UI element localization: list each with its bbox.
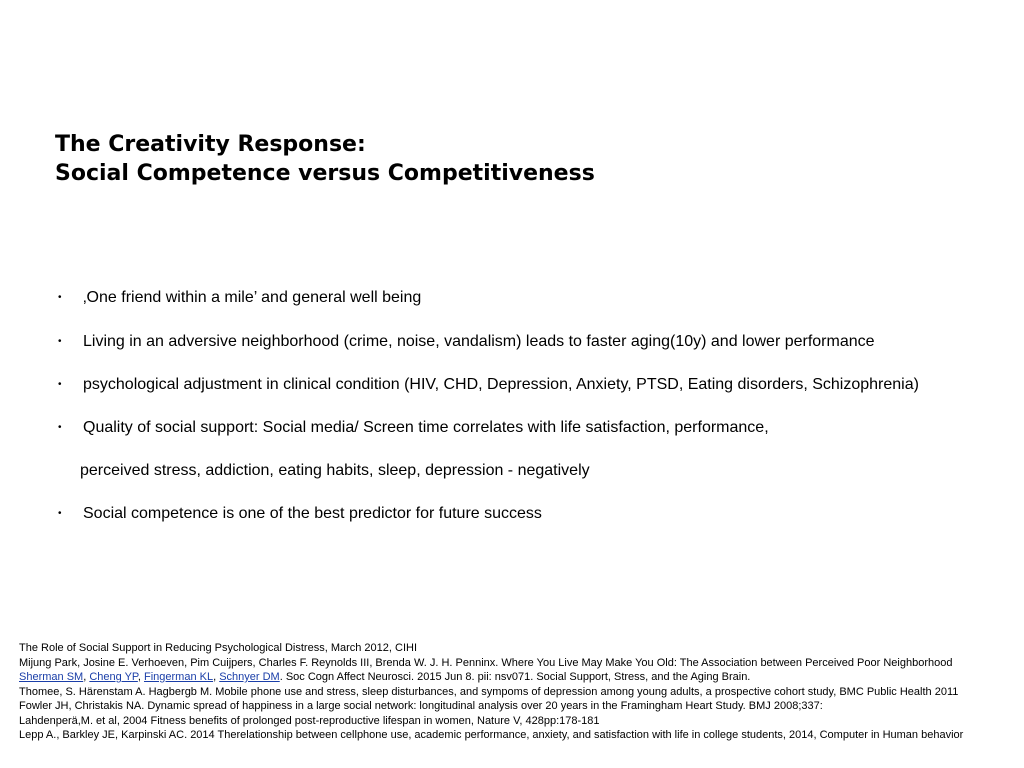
bullet-marker: • [58, 422, 62, 433]
reference-item: Thomee, S. Härenstam A. Hagbergb M. Mobile phone use and stress, sleep disturbances, and sympoms of depression among young adults, a prospective cohort study, BMC Public Health 2011 [19, 685, 959, 698]
author-link[interactable]: Cheng YP [89, 671, 138, 683]
reference-item: Lahdenperä,M. et al, 2004 Fitness benefits of prolonged post-reproductive lifespan in women, Nature V, 428pp:178-181 [19, 714, 600, 727]
bullet-marker: • [58, 508, 62, 519]
bullet-text: psychological adjustment in clinical condition (HIV, CHD, Depression, Anxiety, PTSD, Eating disorders, Schizophrenia) [83, 376, 919, 393]
reference-item: Sherman SM, Cheng YP, Fingerman KL, Schnyer DM. Soc Cogn Affect Neurosci. 2015 Jun 8. pii: nsv071. Social Support, Stress, and the Aging Brain. [19, 671, 751, 683]
title-line-1: The Creativity Response: [55, 132, 366, 157]
bullet-marker: • [58, 336, 62, 347]
author-link[interactable]: Schnyer DM [219, 671, 280, 683]
references [19, 641, 1024, 743]
title-line-2: Social Competence versus Competitiveness [55, 161, 595, 186]
reference-text: . Soc Cogn Affect Neurosci. 2015 Jun 8. pii: nsv071. Social Support, Stress, and the Aging Brain. [279, 671, 751, 683]
bullet-text: ‚One friend within a mile’ and general well being [83, 289, 422, 306]
bullet-text: Quality of social support: Social media/ Screen time correlates with life satisfaction, performance, [83, 419, 769, 436]
bullet-item [58, 332, 875, 352]
reference-item: The Role of Social Support in Reducing Psychological Distress, March 2012, CIHI [19, 642, 418, 654]
bullet-marker: • [58, 292, 62, 303]
author-link[interactable]: Fingerman KL [143, 671, 214, 683]
bullet-item [58, 375, 919, 395]
bullet-continuation: perceived stress, addiction, eating habits, sleep, depression - negatively [80, 462, 590, 479]
bullet-item [58, 418, 769, 438]
bullet-item [58, 288, 421, 308]
bullet-text: Living in an adversive neighborhood (crime, noise, vandalism) leads to faster aging(10y) and lower performance [83, 333, 875, 350]
reference-item: Lepp A., Barkley JE, Karpinski AC. 2014 Therelationship between cellphone use, academic performance, anxiety, and satisfaction with life in college students, 2014, Computer in Human behavior [19, 729, 964, 741]
slide-title [55, 130, 595, 188]
bullet-text: Social competence is one of the best predictor for future success [83, 505, 542, 522]
reference-item: Mijung Park, Josine E. Verhoeven, Pim Cuijpers, Charles F. Reynolds III, Brenda W. J. H. Penninx. Where You Live May Make You Old: The Association between Perceived Poor Neighborhood [19, 656, 953, 669]
reference-item: Fowler JH, Christakis NA. Dynamic spread of happiness in a large social network: longitudinal analysis over 20 years in the Framingham Heart Study. BMJ 2008;337: [19, 700, 823, 712]
author-link[interactable]: Sherman SM [19, 671, 84, 683]
bullet-item [58, 504, 542, 524]
bullet-marker: • [58, 379, 62, 390]
